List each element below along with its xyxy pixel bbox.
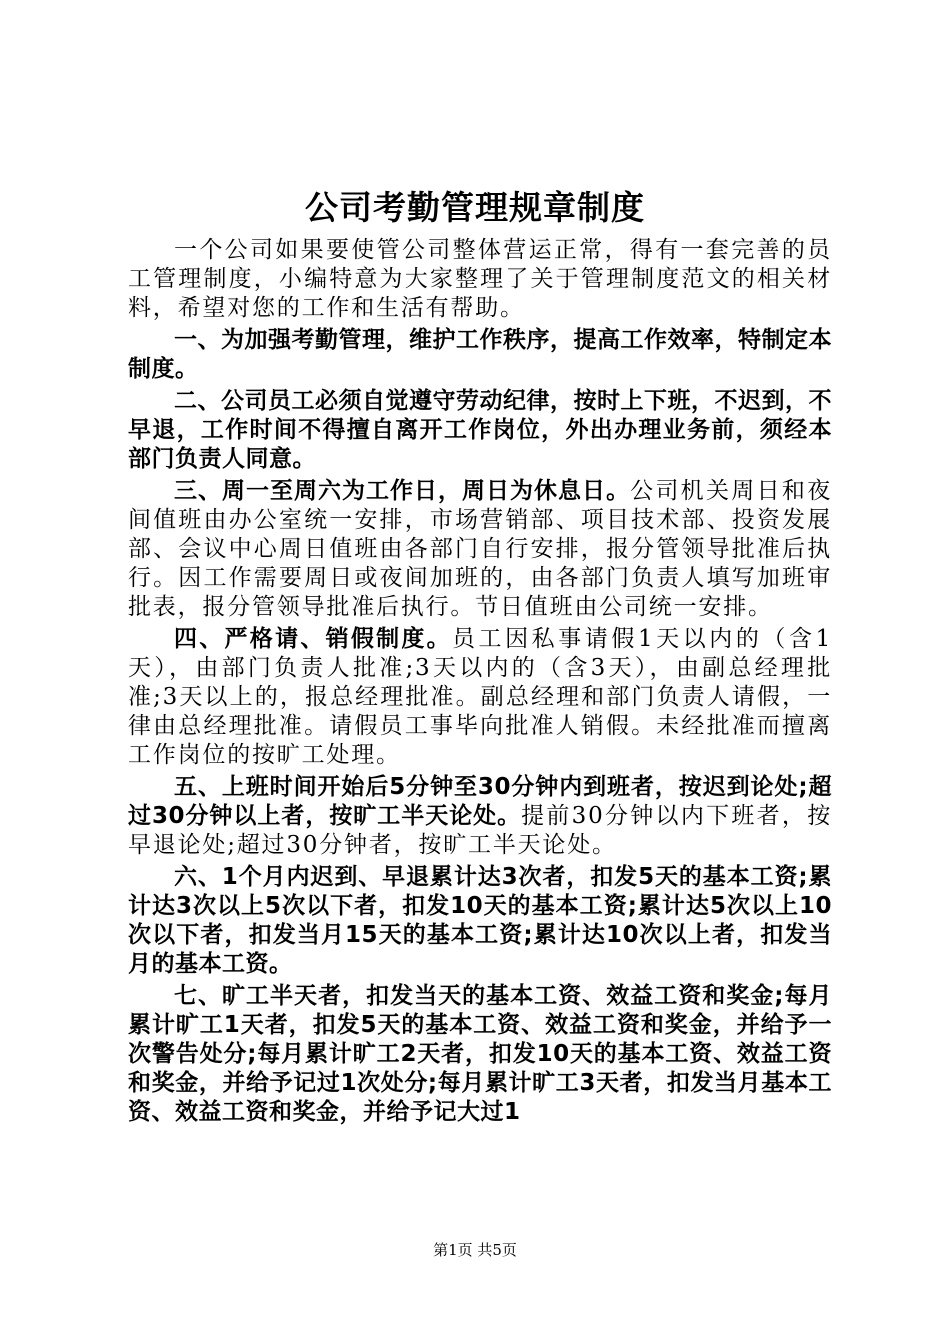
section-paragraph-7 [128, 982, 832, 1127]
document-body [128, 236, 832, 1127]
section-text: 员工因私事请假1天以内的（含1天），由部门负责人批准;3天以内的（含3天），由副总经理批准;3天以上的，报总经理批准。副总经理和部门负责人请假，一律由总经理批准。请假员工事毕向批准人销假。未经批准而擅离工作岗位的按旷工处理。 [128, 626, 832, 768]
section-paragraph-5 [128, 773, 832, 860]
section-paragraph-4 [128, 625, 832, 770]
section-heading: 七、旷工半天者，扣发当天的基本工资、效益工资和奖金;每月累计旷工1天者，扣发5天的基本工资、效益工资和奖金，并给予一次警告处分;每月累计旷工2天者，扣发10天的基本工资、效益工资和奖金，并给予记过1次处分;每月累计旷工3天者，扣发当月基本工资、效益工资和奖金，并给予记大过1 [128, 983, 832, 1125]
section-heading: 一、为加强考勤管理，维护工作秩序，提高工作效率，特制定本制度。 [128, 327, 832, 382]
section-heading: 六、1个月内迟到、早退累计达3次者，扣发5天的基本工资;累计达3次以上5次以下者，扣发10天的基本工资;累计达5次以上10次以下者，扣发当月15天的基本工资;累计达10次以上者，扣发当月的基本工资。 [128, 864, 832, 977]
document-title: 公司考勤管理规章制度 [305, 188, 645, 227]
intro-paragraph: 一个公司如果要使管公司整体营运正常，得有一套完善的员工管理制度，小编特意为大家整理了关于管理制度范文的相关材料，希望对您的工作和生活有帮助。 [128, 237, 832, 321]
section-text: 公司机关周日和夜间值班由办公室统一安排，市场营销部、项目技术部、投资发展部、会议中心周日值班由各部门自行安排，报分管领导批准后执行。因工作需要周日或夜间加班的，由各部门负责人填写加班审批表，报分管领导批准后执行。节日值班由公司统一安排。 [128, 478, 833, 620]
section-paragraph-3 [128, 477, 832, 622]
section-text: 提前30分钟以内下班者，按早退论处;超过30分钟者，按旷工半天论处。 [128, 803, 832, 858]
section-heading: 四、严格请、销假制度。 [174, 626, 452, 652]
section-heading: 三、周一至周六为工作日，周日为休息日。 [174, 478, 631, 504]
section-paragraph-6 [128, 863, 832, 979]
section-heading: 二、公司员工必须自觉遵守劳动纪律，按时上下班，不迟到，不早退，工作时间不得擅自离开工作岗位，外出办理业务前，须经本部门负责人同意。 [128, 388, 832, 472]
section-heading: 五、上班时间开始后5分钟至30分钟内到班者，按迟到论处;超过30分钟以上者，按旷工半天论处。 [128, 774, 832, 829]
section-paragraph-2 [128, 387, 832, 474]
page-footer: 第1页 共5页 [433, 1241, 517, 1259]
section-paragraph-1 [128, 326, 832, 384]
